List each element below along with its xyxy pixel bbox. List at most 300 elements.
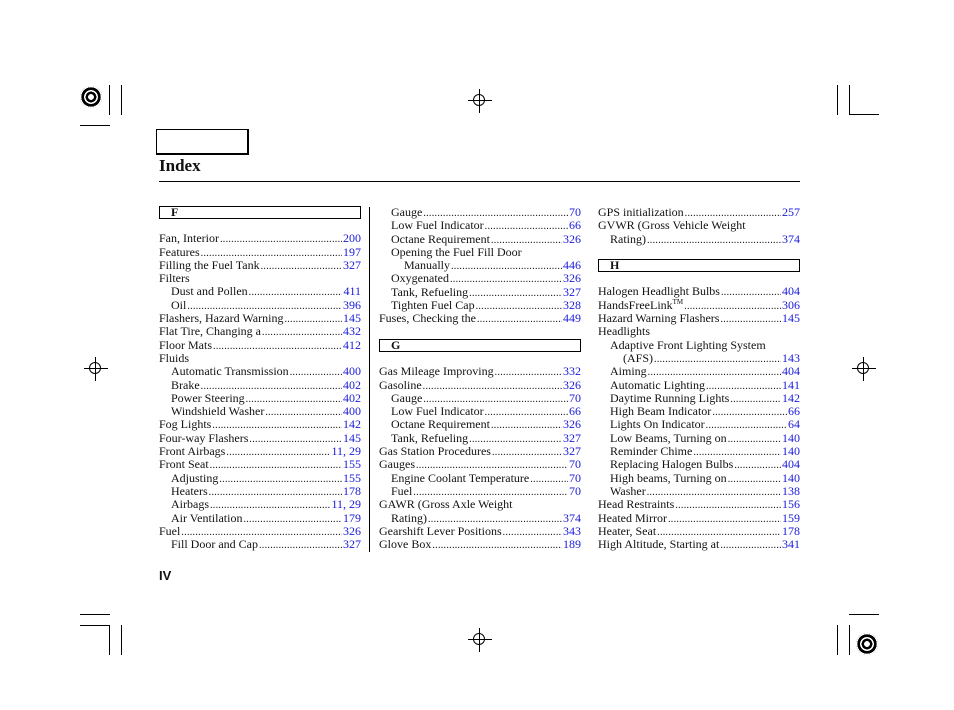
index-entry — [379, 392, 581, 405]
page-reference-link[interactable]: 326 — [343, 523, 361, 538]
page-reference-link[interactable]: 404 — [782, 457, 800, 472]
dot-leader — [485, 405, 568, 419]
dot-leader — [728, 472, 781, 486]
index-entry — [598, 352, 800, 365]
entry-text: Low Fuel Indicator — [391, 218, 484, 233]
entry-label — [159, 525, 180, 538]
dot-leader — [495, 365, 562, 379]
entry-text: Windshield Washer — [171, 404, 265, 419]
index-column-3 — [598, 206, 800, 551]
crop-mark — [849, 85, 850, 115]
dot-leader — [249, 285, 343, 299]
dot-leader — [220, 232, 342, 246]
dot-leader — [469, 286, 562, 300]
entry-text: Heated Mirror — [598, 510, 667, 525]
dot-leader — [503, 525, 562, 539]
index-entry — [598, 379, 800, 392]
dot-leader — [284, 312, 342, 326]
entry-text: Oxygenated — [391, 271, 449, 286]
entry-text: Washer — [610, 483, 646, 498]
entry-text: Heaters — [171, 483, 208, 498]
page-reference-link[interactable]: 66 — [788, 404, 800, 419]
crop-mark — [109, 625, 110, 655]
section-letter-header: H — [598, 259, 800, 272]
entry-text: Aiming — [610, 364, 647, 379]
dot-leader — [492, 445, 562, 459]
crop-mark — [80, 125, 110, 126]
page-reference-link[interactable]: 143 — [782, 350, 800, 365]
crop-mark — [80, 614, 110, 615]
page-reference-link[interactable]: 326 — [563, 271, 581, 286]
page-reference-link[interactable]: 446 — [563, 258, 581, 273]
entry-text: Power Steering — [171, 390, 245, 405]
index-entry — [598, 525, 800, 538]
entry-label — [391, 418, 490, 431]
page-reference-link[interactable]: 159 — [782, 510, 800, 525]
index-entry — [159, 538, 361, 551]
page-reference-link[interactable]: 197 — [343, 244, 361, 259]
dot-leader — [647, 233, 781, 247]
page-reference-link[interactable]: 327 — [343, 257, 361, 272]
index-entry — [598, 405, 800, 418]
index-entry — [159, 445, 361, 458]
entry-label — [159, 445, 225, 458]
page-reference-link[interactable]: 66 — [569, 218, 581, 233]
entry-text: Replacing Halogen Bulbs — [610, 457, 734, 472]
dot-leader — [423, 379, 562, 393]
entry-label — [159, 339, 212, 352]
entry-label — [159, 272, 190, 285]
index-entry — [379, 286, 581, 299]
entry-label — [171, 485, 208, 498]
entry-text: Low Fuel Indicator — [391, 404, 484, 419]
entry-text: Headlights — [598, 324, 650, 339]
index-entry — [159, 379, 361, 392]
entry-text: Daytime Running Lights — [610, 390, 730, 405]
entry-label — [159, 246, 200, 259]
dot-leader — [712, 405, 787, 419]
entry-text: (AFS) — [623, 350, 654, 365]
index-entry — [379, 259, 581, 272]
entry-text: Automatic Lighting — [610, 377, 705, 392]
index-entry — [598, 285, 800, 298]
index-entry — [159, 232, 361, 245]
entry-text: Gas Mileage Improving — [379, 364, 494, 379]
entry-text: Floor Mats — [159, 337, 213, 352]
entry-text: Airbags — [171, 497, 209, 512]
entry-label — [379, 498, 513, 511]
entry-label — [610, 392, 729, 405]
crosshair-icon — [84, 357, 108, 381]
index-entry — [159, 272, 361, 285]
dot-leader — [243, 512, 342, 526]
index-entry — [159, 339, 361, 352]
entry-text: Gauge — [391, 205, 423, 219]
entry-text: Rating) — [391, 510, 427, 525]
dot-leader — [476, 299, 562, 313]
dot-leader — [259, 538, 342, 552]
entry-label — [379, 379, 422, 392]
dot-leader — [675, 498, 781, 512]
dot-leader — [210, 458, 342, 472]
entry-label — [598, 285, 720, 298]
page-reference-link[interactable]: 306 — [782, 297, 800, 312]
entry-text: Four-way Flashers — [159, 430, 249, 445]
entry-label — [171, 472, 218, 485]
page-reference-link[interactable]: 155 — [343, 470, 361, 485]
index-entry — [379, 246, 581, 259]
index-entry — [598, 485, 800, 498]
spacer — [598, 246, 800, 259]
index-entry — [598, 458, 800, 471]
page-reference-link[interactable]: 178 — [782, 523, 800, 538]
entry-label — [391, 233, 490, 246]
page-reference-link[interactable]: 327 — [563, 430, 581, 445]
page-reference-link[interactable]: 341 — [782, 537, 800, 552]
index-entry — [598, 299, 800, 312]
spacer — [379, 352, 581, 365]
index-entry — [598, 233, 800, 246]
page-reference-link[interactable]: 326 — [563, 417, 581, 432]
dot-leader — [219, 472, 342, 486]
page-reference-link[interactable]: 64 — [788, 417, 800, 432]
dot-leader — [261, 259, 342, 273]
section-letter-header: F — [159, 206, 361, 219]
entry-label — [404, 259, 450, 272]
spacer — [598, 272, 800, 285]
entry-label — [159, 259, 260, 272]
dot-leader — [477, 312, 562, 326]
page-reference-link[interactable]: 327 — [563, 284, 581, 299]
entry-label — [610, 458, 733, 471]
index-entry — [159, 405, 361, 418]
page-reference-link[interactable]: 396 — [343, 297, 361, 312]
page-reference-link[interactable]: 327 — [563, 444, 581, 459]
entry-text: Adjusting — [171, 470, 219, 485]
page-reference-link[interactable]: 70 — [569, 470, 581, 485]
page-reference-link[interactable]: 70 — [569, 457, 581, 472]
dot-leader — [432, 538, 562, 552]
dot-leader — [728, 432, 781, 446]
page-reference-link[interactable]: 432 — [343, 324, 361, 339]
entry-text: Automatic Transmission — [171, 364, 289, 379]
entry-label — [610, 379, 705, 392]
page-reference-link[interactable]: 70 — [569, 390, 581, 405]
dot-leader — [720, 538, 781, 552]
dot-leader — [290, 365, 342, 379]
page-reference-link[interactable]: 189 — [563, 537, 581, 552]
index-entry — [379, 432, 581, 445]
dot-leader — [262, 325, 342, 339]
entry-text: Manually — [404, 258, 450, 273]
entry-text: Adaptive Front Lighting System — [610, 337, 766, 352]
index-entry — [598, 325, 800, 338]
index-entry — [379, 299, 581, 312]
entry-label — [598, 299, 683, 312]
entry-label — [391, 392, 422, 405]
crop-mark — [849, 614, 879, 615]
entry-text: Features — [159, 244, 200, 259]
page-reference-link[interactable]: 178 — [343, 483, 361, 498]
crosshair-icon — [468, 89, 492, 113]
dot-leader — [730, 392, 781, 406]
page-reference-link[interactable]: 343 — [563, 523, 581, 538]
dot-leader — [491, 418, 562, 432]
index-entry — [159, 312, 361, 325]
page-reference-link[interactable]: 140 — [782, 470, 800, 485]
entry-label — [391, 472, 529, 485]
page-reference-link[interactable]: 402 — [343, 377, 361, 392]
page-reference-link[interactable]: 140 — [782, 430, 800, 445]
entry-label — [391, 246, 522, 259]
dot-leader — [249, 432, 342, 446]
crop-mark — [849, 625, 850, 655]
entry-text: Tank, Refueling — [391, 430, 469, 445]
index-entry — [379, 418, 581, 431]
entry-label — [171, 392, 245, 405]
entry-text: Fuel — [391, 483, 413, 498]
entry-text: GAWR (Gross Axle Weight — [379, 497, 513, 512]
page-number: IV — [159, 568, 172, 583]
index-entry — [598, 472, 800, 485]
page-reference-link[interactable]: 400 — [343, 404, 361, 419]
title-rule — [159, 181, 800, 182]
entry-label — [391, 299, 475, 312]
page-reference-link[interactable]: 140 — [782, 444, 800, 459]
spacer — [159, 219, 361, 232]
page-reference-link[interactable]: 404 — [782, 364, 800, 379]
entry-text: High Altitude, Starting at — [598, 537, 720, 552]
entry-text: Glove Box — [379, 537, 432, 552]
entry-text: GVWR (Gross Vehicle Weight — [598, 218, 746, 233]
page-reference-link[interactable]: 404 — [782, 284, 800, 299]
entry-text: Front Airbags — [159, 444, 226, 459]
index-entry — [598, 538, 800, 551]
page-reference-link[interactable]: 145 — [343, 430, 361, 445]
entry-label — [610, 233, 646, 246]
page-reference-link[interactable]: 179 — [343, 510, 361, 525]
index-entry — [379, 498, 581, 511]
index-entry — [159, 299, 361, 312]
page-reference-link[interactable]: 402 — [343, 390, 361, 405]
index-entry — [598, 418, 800, 431]
entry-text: Gauges — [379, 457, 415, 472]
page-reference-link[interactable]: 327 — [343, 537, 361, 552]
dot-leader — [654, 352, 781, 366]
entry-text: Tank, Refueling — [391, 284, 469, 299]
crop-mark — [837, 85, 838, 115]
section-letter-header: G — [379, 339, 581, 352]
index-entry — [159, 285, 361, 298]
entry-label — [598, 498, 674, 511]
entry-label — [159, 352, 189, 365]
crop-mark — [121, 85, 122, 115]
page-reference-link[interactable]: 411 — [343, 284, 361, 299]
entry-text: Flashers, Hazard Warning — [159, 311, 284, 326]
entry-label — [379, 525, 502, 538]
entry-label — [391, 219, 484, 232]
entry-label — [598, 525, 656, 538]
page-reference-link[interactable]: 142 — [782, 390, 800, 405]
index-entry — [159, 472, 361, 485]
entry-label — [391, 286, 468, 299]
index-entry — [598, 432, 800, 445]
entry-text: Oil — [171, 297, 187, 312]
entry-text: Fluids — [159, 350, 190, 365]
entry-label — [391, 485, 412, 498]
page-reference-link[interactable]: 326 — [563, 377, 581, 392]
entry-text: Octane Requirement — [391, 231, 490, 246]
entry-label — [598, 325, 650, 338]
entry-text: Engine Coolant Temperature — [391, 470, 530, 485]
dot-leader — [265, 405, 342, 419]
entry-label — [159, 325, 261, 338]
dot-leader — [451, 259, 562, 273]
spacer — [379, 326, 581, 339]
entry-label — [159, 312, 283, 325]
trademark-mark: TM — [672, 297, 684, 306]
index-entry — [159, 352, 361, 365]
entry-label — [610, 472, 727, 485]
page-reference-link[interactable]: 155 — [343, 457, 361, 472]
entry-text: Fog Lights — [159, 417, 212, 432]
index-entry — [159, 512, 361, 525]
page-reference-link[interactable]: 412 — [343, 337, 361, 352]
entry-label — [391, 405, 484, 418]
index-entry — [379, 458, 581, 471]
entry-label — [610, 445, 692, 458]
index-entry — [598, 392, 800, 405]
entry-label — [159, 458, 209, 471]
page-reference-link[interactable]: 141 — [782, 377, 800, 392]
entry-label — [379, 538, 431, 551]
entry-text: Gauge — [391, 390, 423, 405]
index-entry — [379, 365, 581, 378]
page-reference-link[interactable]: 449 — [563, 311, 581, 326]
entry-text: Reminder Chime — [610, 444, 693, 459]
crop-mark — [80, 625, 110, 626]
entry-label — [610, 405, 711, 418]
page-reference-link[interactable]: 328 — [563, 298, 581, 313]
index-entry — [379, 485, 581, 498]
page-reference-link[interactable]: 200 — [343, 231, 361, 246]
index-entry — [379, 272, 581, 285]
index-entry — [379, 472, 581, 485]
page-reference-link[interactable]: 11, 29 — [331, 444, 361, 459]
page-reference-link[interactable]: 145 — [343, 311, 361, 326]
entry-text: Octane Requirement — [391, 417, 490, 432]
dot-leader — [213, 339, 342, 353]
index-entry — [379, 379, 581, 392]
entry-label — [171, 498, 209, 511]
entry-label — [391, 432, 468, 445]
entry-text: Fill Door and Cap — [171, 537, 258, 552]
entry-label — [598, 538, 719, 551]
dot-leader — [485, 219, 568, 233]
entry-text: Front Seat — [159, 457, 209, 472]
page-reference-link[interactable]: 374 — [563, 510, 581, 525]
page-reference-link[interactable]: 326 — [563, 231, 581, 246]
dot-leader — [209, 485, 342, 499]
index-entry — [379, 525, 581, 538]
index-entry — [598, 445, 800, 458]
index-entry — [159, 418, 361, 431]
entry-label — [171, 379, 200, 392]
entry-text: Gas Station Procedures — [379, 444, 491, 459]
index-entry — [379, 538, 581, 551]
dot-leader — [721, 285, 781, 299]
page-reference-link[interactable]: 332 — [563, 364, 581, 379]
entry-label — [171, 538, 258, 551]
index-entry — [159, 365, 361, 378]
index-entry — [159, 458, 361, 471]
entry-label — [391, 206, 422, 219]
page-reference-link[interactable]: 156 — [782, 497, 800, 512]
entry-label — [171, 365, 289, 378]
page-reference-link[interactable]: 142 — [343, 417, 361, 432]
dot-leader — [720, 312, 781, 326]
entry-text: Gasoline — [379, 377, 422, 392]
entry-label — [379, 445, 491, 458]
entry-text: Opening the Fuel Fill Door — [391, 244, 522, 259]
entry-text: Dust and Pollen — [171, 284, 248, 299]
index-entry — [598, 498, 800, 511]
index-entry — [159, 525, 361, 538]
page-reference-link[interactable]: 257 — [782, 205, 800, 219]
crop-mark — [121, 625, 122, 655]
entry-label — [598, 219, 746, 232]
page-reference-link[interactable]: 374 — [782, 231, 800, 246]
index-entry — [159, 259, 361, 272]
entry-text: Hazard Warning Flashers — [598, 311, 720, 326]
page-reference-link[interactable]: 145 — [782, 311, 800, 326]
index-entry — [598, 512, 800, 525]
registration-target-icon — [80, 86, 102, 108]
entry-label — [159, 418, 211, 431]
entry-text: Low Beams, Turning on — [610, 430, 727, 445]
entry-text: Fuses, Checking the — [379, 311, 476, 326]
page-title: Index — [159, 156, 201, 175]
entry-text: Rating) — [610, 231, 646, 246]
entry-label — [598, 512, 667, 525]
entry-text: High Beam Indicator — [610, 404, 712, 419]
entry-label — [610, 432, 727, 445]
entry-text: Brake — [171, 377, 200, 392]
index-column-2 — [379, 206, 581, 551]
entry-label — [610, 485, 646, 498]
entry-text: Flat Tire, Changing a — [159, 324, 262, 339]
page-reference-link[interactable]: 11, 29 — [331, 497, 361, 512]
index-entry — [159, 432, 361, 445]
crop-mark — [109, 85, 110, 115]
page-reference-link[interactable]: 70 — [569, 483, 581, 498]
page-reference-link[interactable]: 70 — [569, 205, 581, 219]
index-entry — [598, 312, 800, 325]
index-entry — [159, 392, 361, 405]
entry-label — [379, 458, 415, 471]
index-entry — [159, 498, 361, 511]
entry-label — [391, 272, 449, 285]
index-entry — [159, 485, 361, 498]
page-reference-link[interactable]: 138 — [782, 483, 800, 498]
entry-label — [610, 418, 705, 431]
entry-label — [159, 232, 219, 245]
entry-text: Halogen Headlight Bulbs — [598, 284, 720, 299]
entry-label — [171, 512, 242, 525]
page-reference-link[interactable]: 400 — [343, 364, 361, 379]
index-entry — [379, 512, 581, 525]
page-reference-link[interactable]: 66 — [569, 404, 581, 419]
